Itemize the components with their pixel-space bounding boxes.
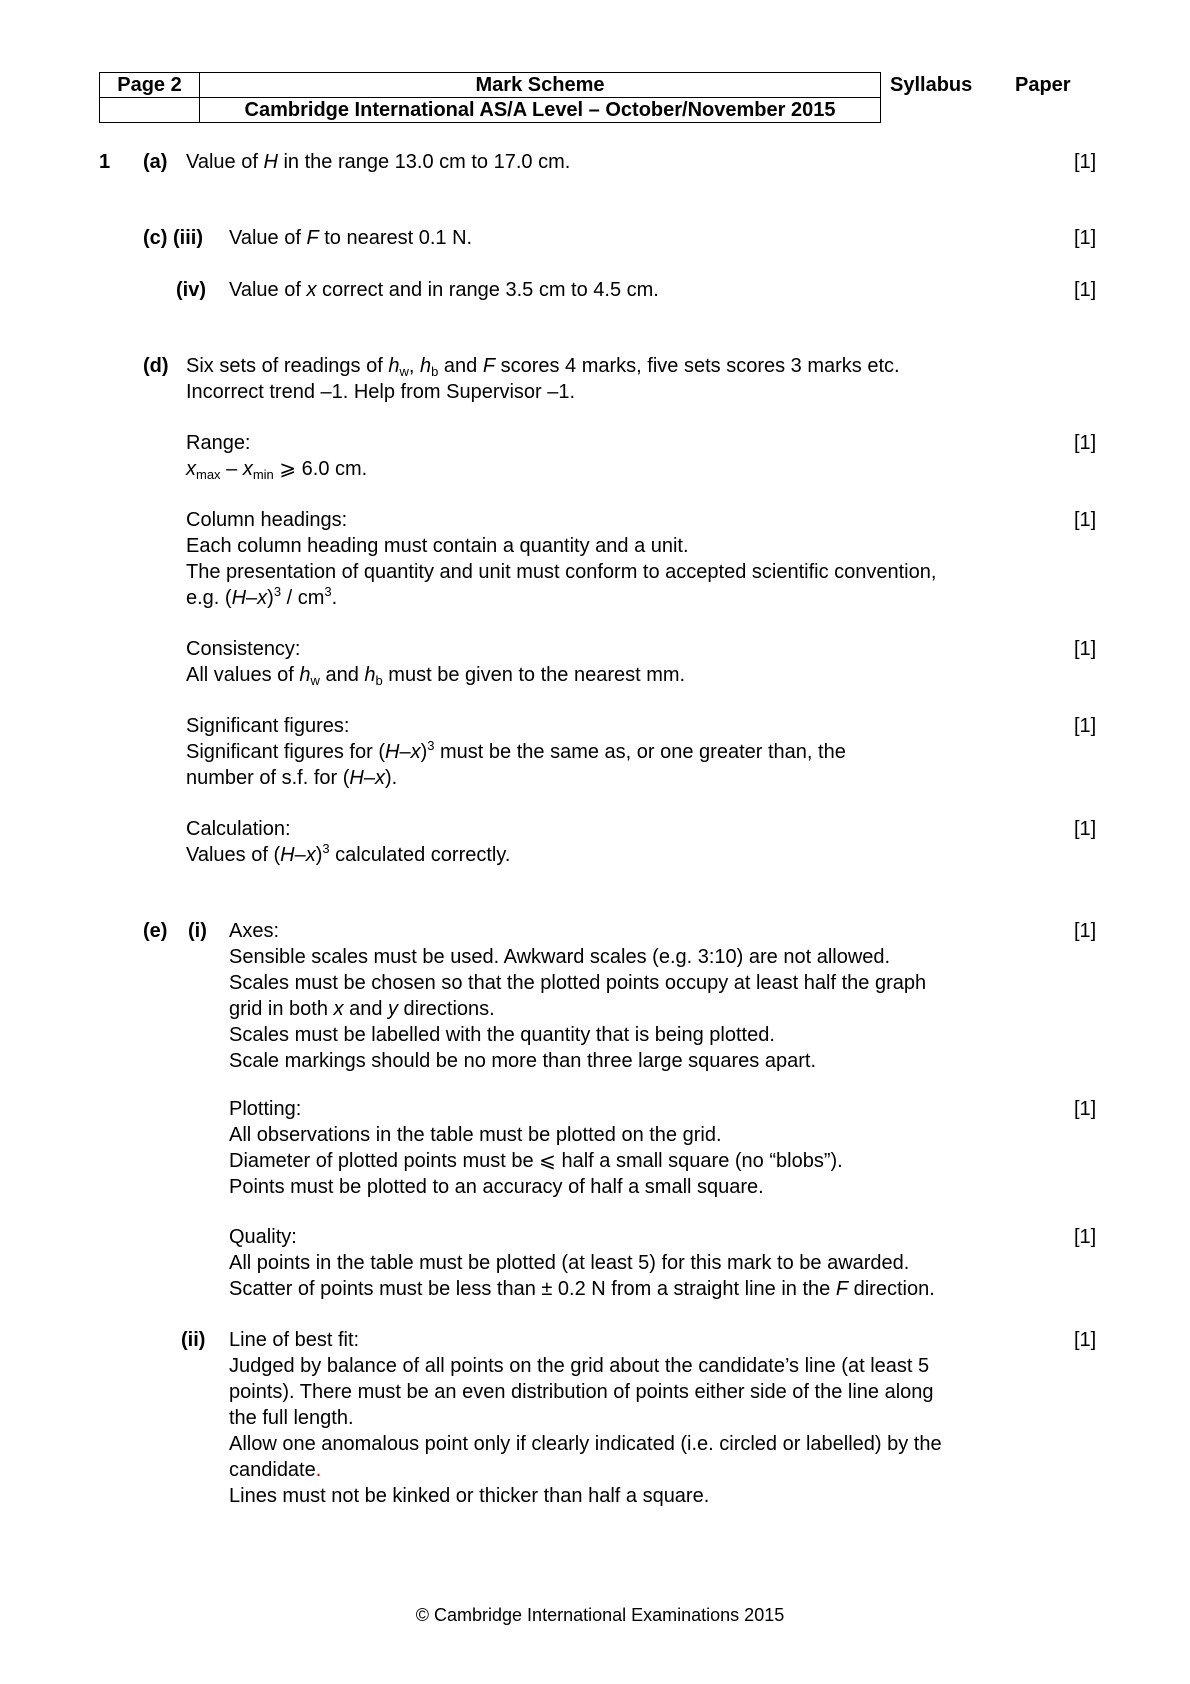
part-e-i-label: (i): [188, 920, 207, 942]
sig-figs-line1: Significant figures for $(H-x)^3$ must be the same as, or one greater than, the: [186, 738, 846, 763]
plotting-mark: [1]: [1074, 1098, 1097, 1120]
quality-title: Quality:: [229, 1226, 297, 1248]
sig-figs-line2: number of s.f. for (H–x).: [186, 767, 398, 789]
copyright-footer: © Cambridge International Examinations 2015: [415, 1605, 785, 1625]
question-number: 1: [99, 151, 111, 173]
sig-figs-mark: [1]: [1074, 715, 1097, 737]
part-ciii-text: Value of F to nearest 0.1 N.: [229, 227, 473, 249]
syllabus-label: Syllabus: [890, 74, 973, 96]
part-a-text: Value of H in the range 13.0 cm to 17.0 cm.: [186, 151, 571, 173]
lbf-line2: points). There must be an even distribution of points either side of the line along: [229, 1381, 934, 1403]
consistency-criterion: All values of $h_w$ and $h_b$ must be given to the nearest mm.: [186, 664, 686, 688]
range-criterion: $x_{max} - x_{min}$ ⩾ 6.0 cm.: [186, 458, 368, 482]
plotting-line2: Diameter of plotted points must be ⩽ half a small square (no “blobs”).: [229, 1150, 843, 1172]
lbf-line5: candidate.: [229, 1459, 322, 1481]
axes-line4: Scales must be labelled with the quantity that is being plotted.: [229, 1024, 775, 1046]
calculation-title: Calculation:: [186, 818, 291, 840]
lbf-line1: Judged by balance of all points on the grid about the candidate’s line (at least 5: [229, 1355, 930, 1377]
quality-line2: Scatter of points must be less than ± 0.2 N from a straight line in the F direction.: [229, 1278, 935, 1300]
axes-mark: [1]: [1074, 920, 1097, 942]
part-civ-text: Value of x correct and in range 3.5 cm to 4.5 cm.: [229, 279, 659, 301]
part-e-label: (e): [143, 920, 168, 942]
plotting-title: Plotting:: [229, 1098, 302, 1120]
consistency-title: Consistency:: [186, 638, 301, 660]
line-of-best-fit-mark: [1]: [1074, 1329, 1097, 1351]
axes-line1: Sensible scales must be used. Awkward scales (e.g. 3:10) are not allowed.: [229, 946, 891, 968]
axes-line3: grid in both x and y directions.: [229, 998, 495, 1020]
part-ciii-mark: [1]: [1074, 227, 1097, 249]
column-headings-mark: [1]: [1074, 509, 1097, 531]
quality-line1: All points in the table must be plotted (at least 5) for this mark to be awarded.: [229, 1252, 910, 1274]
header-subtitle: Cambridge International AS/A Level – October/November 2015: [200, 98, 881, 123]
part-d-line2: Incorrect trend –1. Help from Supervisor –1.: [186, 381, 576, 403]
range-title: Range:: [186, 432, 251, 454]
column-headings-line2: The presentation of quantity and unit must conform to accepted scientific convention,: [186, 561, 937, 583]
part-ciii-label: (c) (iii): [143, 227, 203, 249]
axes-title: Axes:: [229, 920, 280, 942]
plotting-line3: Points must be plotted to an accuracy of half a small square.: [229, 1176, 764, 1198]
sig-figs-title: Significant figures:: [186, 715, 350, 737]
calculation-mark: [1]: [1074, 818, 1097, 840]
red-period: .: [315, 1459, 322, 1481]
axes-line5: Scale markings should be no more than three large squares apart.: [229, 1050, 817, 1072]
part-a-mark: [1]: [1074, 151, 1097, 173]
lbf-line6: Lines must not be kinked or thicker than half a square.: [229, 1485, 710, 1507]
plotting-line1: All observations in the table must be plotted on the grid.: [229, 1124, 722, 1146]
part-d-line1: Six sets of readings of $h_w$, $h_b$ and F scores 4 marks, five sets scores 3 marks etc.: [186, 355, 900, 379]
range-mark: [1]: [1074, 432, 1097, 454]
calculation-criterion: Values of $(H-x)^3$ calculated correctly.: [186, 841, 511, 866]
header-empty-cell: [100, 98, 200, 123]
column-headings-title: Column headings:: [186, 509, 348, 531]
header-title: Mark Scheme: [200, 73, 881, 98]
column-headings-example: e.g. $(H-x)^3 / cm^3$.: [186, 584, 338, 609]
consistency-mark: [1]: [1074, 638, 1097, 660]
part-d-label: (d): [143, 355, 169, 377]
paper-label: Paper: [1015, 74, 1071, 96]
header-table: [99, 72, 881, 123]
page-number: Page 2: [100, 73, 200, 98]
part-civ-mark: [1]: [1074, 279, 1097, 301]
lbf-line3: the full length.: [229, 1407, 354, 1429]
lbf-line4: Allow one anomalous point only if clearly indicated (i.e. circled or labelled) by the: [229, 1433, 942, 1455]
quality-mark: [1]: [1074, 1226, 1097, 1248]
part-a-label: (a): [143, 151, 168, 173]
part-e-ii-label: (ii): [181, 1329, 206, 1351]
line-of-best-fit-title: Line of best fit:: [229, 1329, 360, 1351]
column-headings-line1: Each column heading must contain a quantity and a unit.: [186, 535, 689, 557]
axes-line2: Scales must be chosen so that the plotted points occupy at least half the graph: [229, 972, 927, 994]
part-civ-label: (iv): [176, 279, 206, 301]
